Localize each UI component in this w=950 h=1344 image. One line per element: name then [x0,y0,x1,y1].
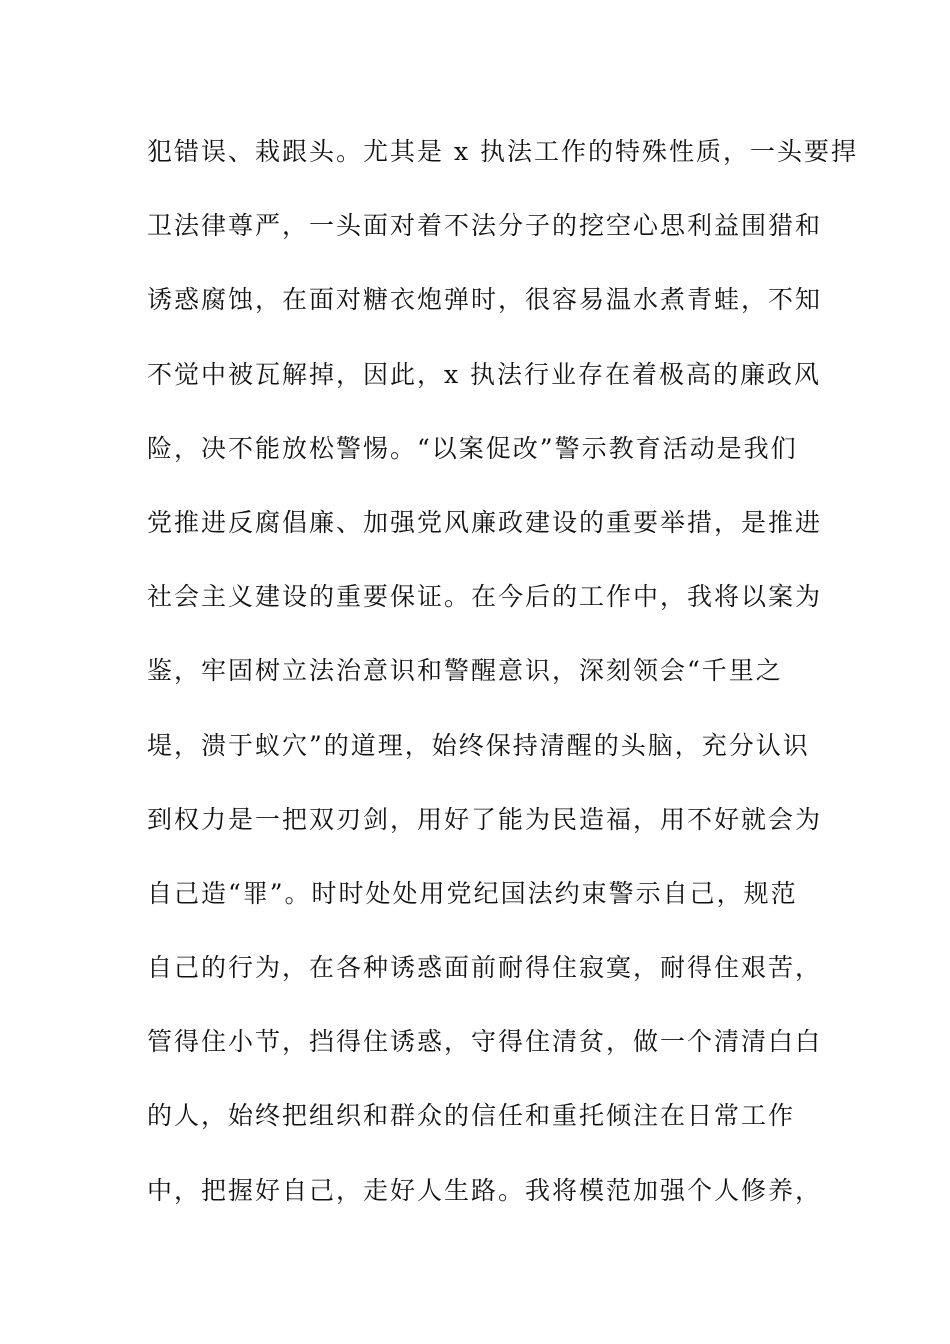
text-line: 险，决不能放松警惕。“以案促改”警示教育活动是我们 [147,433,798,463]
body-text [147,128,858,1241]
text-line: 卫法律尊严，一头面对着不法分子的挖空心思利益围猎和 [147,211,823,241]
text-line: 不觉中被瓦解掉，因此，x 执法行业存在着极高的廉政风 [147,359,822,389]
text-line: 诱惑腐蚀，在面对糖衣炮弹时，很容易温水煮青蛙，不知 [147,285,823,315]
text-line: 党推进反腐倡廉、加强党风廉政建设的重要举措，是推进 [147,507,823,537]
text-line: 自己的行为，在各种诱惑面前耐得住寂寞，耐得住艰苦， [147,953,823,983]
text-line: 的人，始终把组织和群众的信任和重托倾注在日常工作 [147,1101,796,1131]
text-line: 中，把握好自己，走好人生路。我将模范加强个人修养， [147,1175,823,1205]
text-line: 到权力是一把双刃剑，用好了能为民造福，用不好就会为 [147,804,823,834]
text-line: 鉴，牢固树立法治意识和警醒意识，深刻领会“千里之 [147,656,783,686]
text-line: 自己造“罪”。时时处处用党纪国法约束警示自己，规范 [147,878,798,908]
text-line: 堤，溃于蚁穴”的道理，始终保持清醒的头脑，充分认识 [147,730,810,760]
text-line: 管得住小节，挡得住诱惑，守得住清贫，做一个清清白白 [147,1027,823,1057]
text-line: 社会主义建设的重要保证。在今后的工作中，我将以案为 [147,582,823,612]
text-line: 犯错误、栽跟头。尤其是 x 执法工作的特殊性质，一头要捍 [147,137,858,166]
